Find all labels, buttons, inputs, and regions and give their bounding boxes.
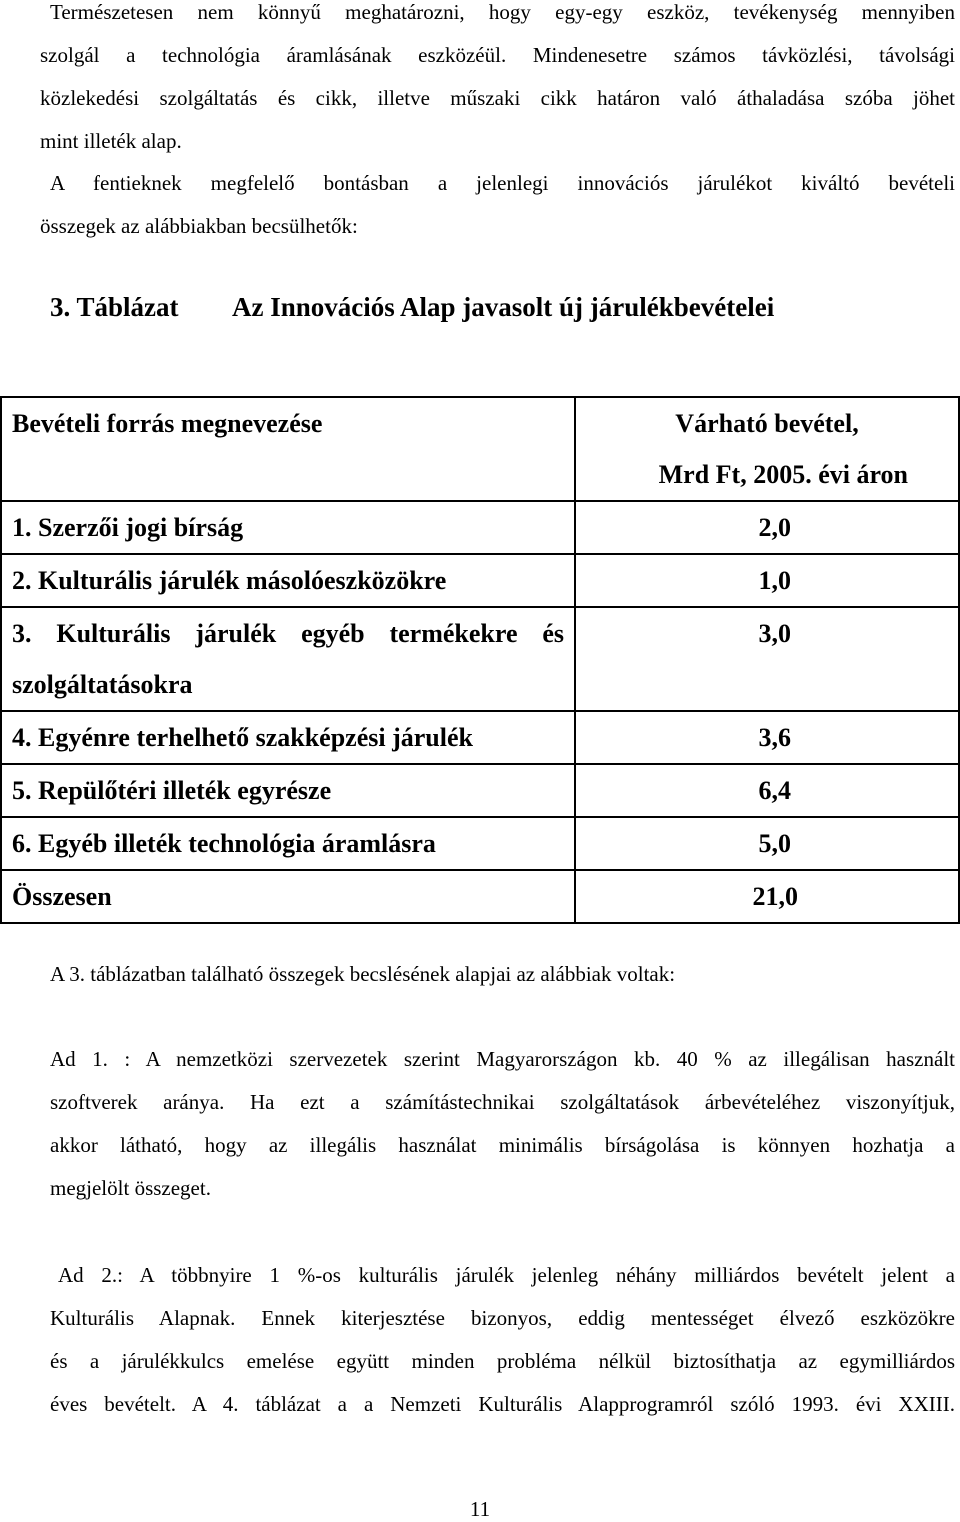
row-value-cell xyxy=(575,501,959,554)
table-title: Az Innovációs Alap javasolt új járulékbevételei xyxy=(232,292,775,322)
estimate-intro-line: összegek az alábbiakban becsülhetők: xyxy=(40,214,358,238)
row-source-cell xyxy=(1,817,575,870)
row-value: 3,0 xyxy=(758,619,791,648)
table-row xyxy=(1,764,959,817)
row-source-label-cont: szolgáltatásokra xyxy=(12,670,193,699)
intro-line: szolgál a technológia áramlásának eszközéül. Mindenesetre számos távközlési, távolsági xyxy=(40,43,955,67)
header-source-cell xyxy=(1,397,575,501)
table-header-row xyxy=(1,397,959,501)
row-value: 2,0 xyxy=(758,513,791,542)
row-source-label: 4. Egyénre terhelhető szakképzési járulék xyxy=(12,723,473,752)
table-number: 3. Táblázat xyxy=(50,292,179,322)
row-source-cell xyxy=(1,764,575,817)
ad2-line: és a járulékkulcs emelése együtt minden probléma nélkül biztosíthatja az egymilliárdos xyxy=(50,1349,955,1373)
estimate-intro-paragraph xyxy=(40,162,955,248)
total-label: Összesen xyxy=(12,882,112,911)
ad1-line: akkor látható, hogy az illegális használat minimális bírságolása is könnyen hozhatja a xyxy=(50,1133,955,1157)
table-row xyxy=(1,501,959,554)
intro-line: Természetesen nem könnyű meghatározni, hogy egy-egy eszköz, tevékenység mennyiben xyxy=(50,0,955,24)
row-source-label: 3. Kulturális járulék egyéb termékekre és xyxy=(12,619,564,648)
intro-line: mint illeték alap. xyxy=(40,129,182,153)
ad2-line: éves bevételt. A 4. táblázat a a Nemzeti Kulturális Alapprogramról szóló 1993. évi XXIII. xyxy=(50,1392,955,1416)
total-label-cell xyxy=(1,870,575,923)
row-value-cell xyxy=(575,764,959,817)
page-number: 11 xyxy=(469,1497,491,1521)
table-row xyxy=(1,817,959,870)
row-value-cell xyxy=(575,817,959,870)
total-value-cell xyxy=(575,870,959,923)
header-source-label: Bevételi forrás megnevezése xyxy=(12,409,323,438)
intro-line: közlekedési szolgáltatás és cikk, illetve műszaki cikk határon való áthaladása szóba jöhet xyxy=(40,86,955,110)
row-value: 5,0 xyxy=(758,829,791,858)
intro-paragraph xyxy=(40,0,955,163)
header-value-line1: Várható bevétel, xyxy=(675,409,859,438)
row-source-label: 2. Kulturális járulék másolóeszközökre xyxy=(12,566,447,595)
ad2-line: Ad 2.: A többnyire 1 %-os kulturális járulék jelenleg néhány milliárdos bevételt jelent a xyxy=(58,1263,955,1287)
ad1-line: Ad 1. : A nemzetközi szervezetek szerint Magyarországon kb. 40 % az illegálisan használt xyxy=(50,1047,955,1071)
total-value: 21,0 xyxy=(752,882,798,911)
revenue-table xyxy=(0,396,960,924)
row-source-cell xyxy=(1,711,575,764)
row-value: 6,4 xyxy=(758,776,791,805)
basis-note xyxy=(50,953,955,996)
row-value-cell xyxy=(575,554,959,607)
table-row xyxy=(1,554,959,607)
table-row xyxy=(1,711,959,764)
row-source-cell xyxy=(1,554,575,607)
row-value: 3,6 xyxy=(758,723,791,752)
ad1-paragraph xyxy=(50,1038,955,1210)
ad1-line: szoftverek aránya. Ha ezt a számítástechnikai szolgáltatások árbevételéhez viszonyítjuk, xyxy=(50,1090,955,1114)
row-value-cell xyxy=(575,711,959,764)
table-total-row xyxy=(1,870,959,923)
row-source-cell xyxy=(1,607,575,711)
estimate-intro-line: A fentieknek megfelelő bontásban a jelenlegi innovációs járulékot kiváltó bevételi xyxy=(50,171,955,195)
header-value-cell xyxy=(575,397,959,501)
ad2-paragraph xyxy=(50,1254,955,1426)
row-source-label: 6. Egyéb illeték technológia áramlásra xyxy=(12,829,436,858)
ad2-line: Kulturális Alapnak. Ennek kiterjesztése bizonyos, eddig mentességet élvező eszközökre xyxy=(50,1306,955,1330)
table-row xyxy=(1,607,959,711)
basis-note-text: A 3. táblázatban található összegek becslésének alapjai az alábbiak voltak: xyxy=(50,962,676,986)
header-value-line2: Mrd Ft, 2005. évi áron xyxy=(658,460,908,489)
ad1-line: megjelölt összeget. xyxy=(50,1176,211,1200)
row-value: 1,0 xyxy=(758,566,791,595)
row-source-label: 5. Repülőtéri illeték egyrésze xyxy=(12,776,332,805)
row-source-label: 1. Szerzői jogi bírság xyxy=(12,513,244,542)
table-caption xyxy=(50,292,774,323)
row-source-cell xyxy=(1,501,575,554)
row-value-cell xyxy=(575,607,959,711)
